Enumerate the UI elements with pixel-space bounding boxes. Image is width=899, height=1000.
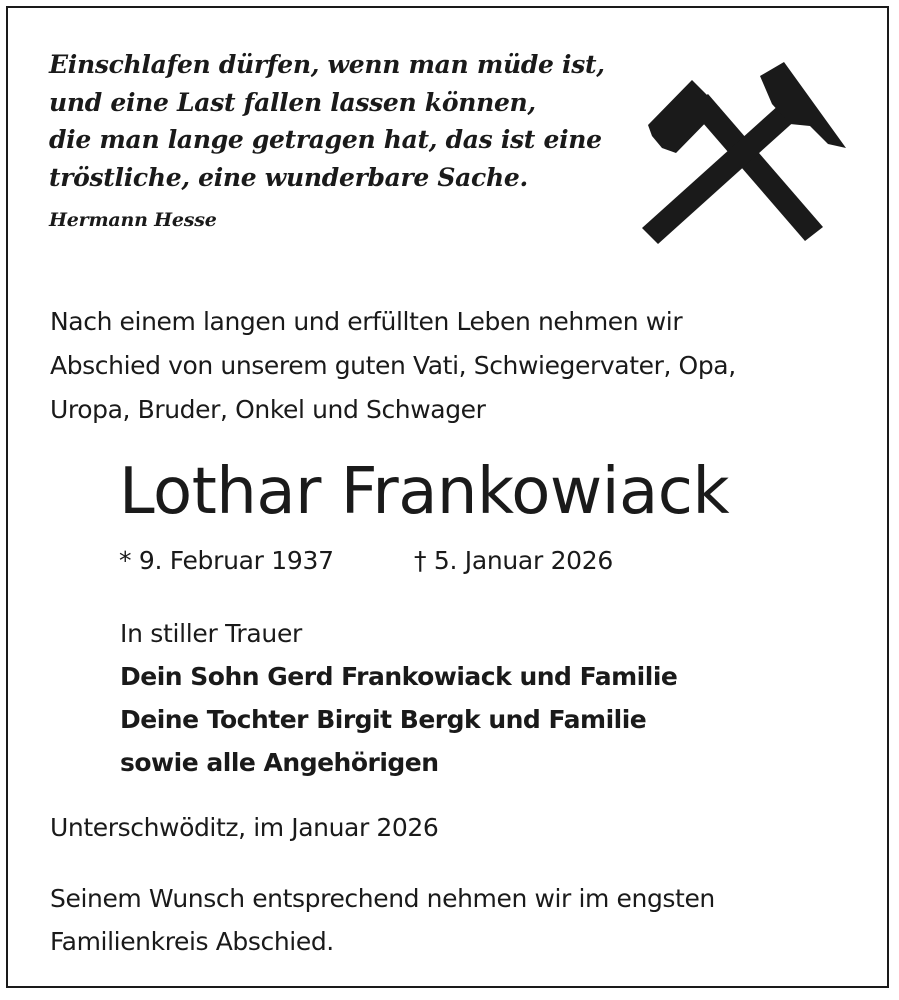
mourners-intro: In stiller Trauer	[120, 619, 303, 648]
deceased-name: Lothar Frankowiack	[119, 455, 729, 529]
birth-date: * 9. Februar 1937	[119, 546, 334, 575]
quote-line: die man lange getragen hat, das ist eine	[49, 125, 602, 154]
mourner-line: sowie alle Angehörigen	[120, 748, 439, 777]
death-date: † 5. Januar 2026	[414, 546, 613, 575]
closing-note	[50, 877, 870, 963]
quote-block	[49, 46, 649, 231]
mourner-line: Dein Sohn Gerd Frankowiack und Familie	[120, 662, 678, 691]
quote-line: und eine Last fallen lassen können,	[49, 87, 536, 117]
hammer-and-pick-icon	[640, 52, 850, 247]
note-line: Seinem Wunsch entsprechend nehmen wir im engsten	[50, 884, 715, 913]
intro-line: Nach einem langen und erfüllten Leben nehmen wir	[50, 307, 683, 336]
mourners-block	[120, 612, 840, 784]
note-line: Familienkreis Abschied.	[50, 927, 334, 956]
place-and-date: Unterschwöditz, im Januar 2026	[50, 813, 439, 842]
intro-line: Uropa, Bruder, Onkel und Schwager	[50, 395, 486, 424]
mourner-line: Deine Tochter Birgit Bergk und Familie	[120, 705, 647, 734]
quote-line: tröstliche, eine wunderbare Sache.	[49, 162, 528, 192]
intro-line: Abschied von unserem guten Vati, Schwiegervater, Opa,	[50, 351, 736, 380]
intro-text	[50, 300, 870, 432]
quote-line: Einschlafen dürfen, wenn man müde ist,	[49, 50, 605, 79]
quote-author: Hermann Hesse	[49, 209, 217, 231]
